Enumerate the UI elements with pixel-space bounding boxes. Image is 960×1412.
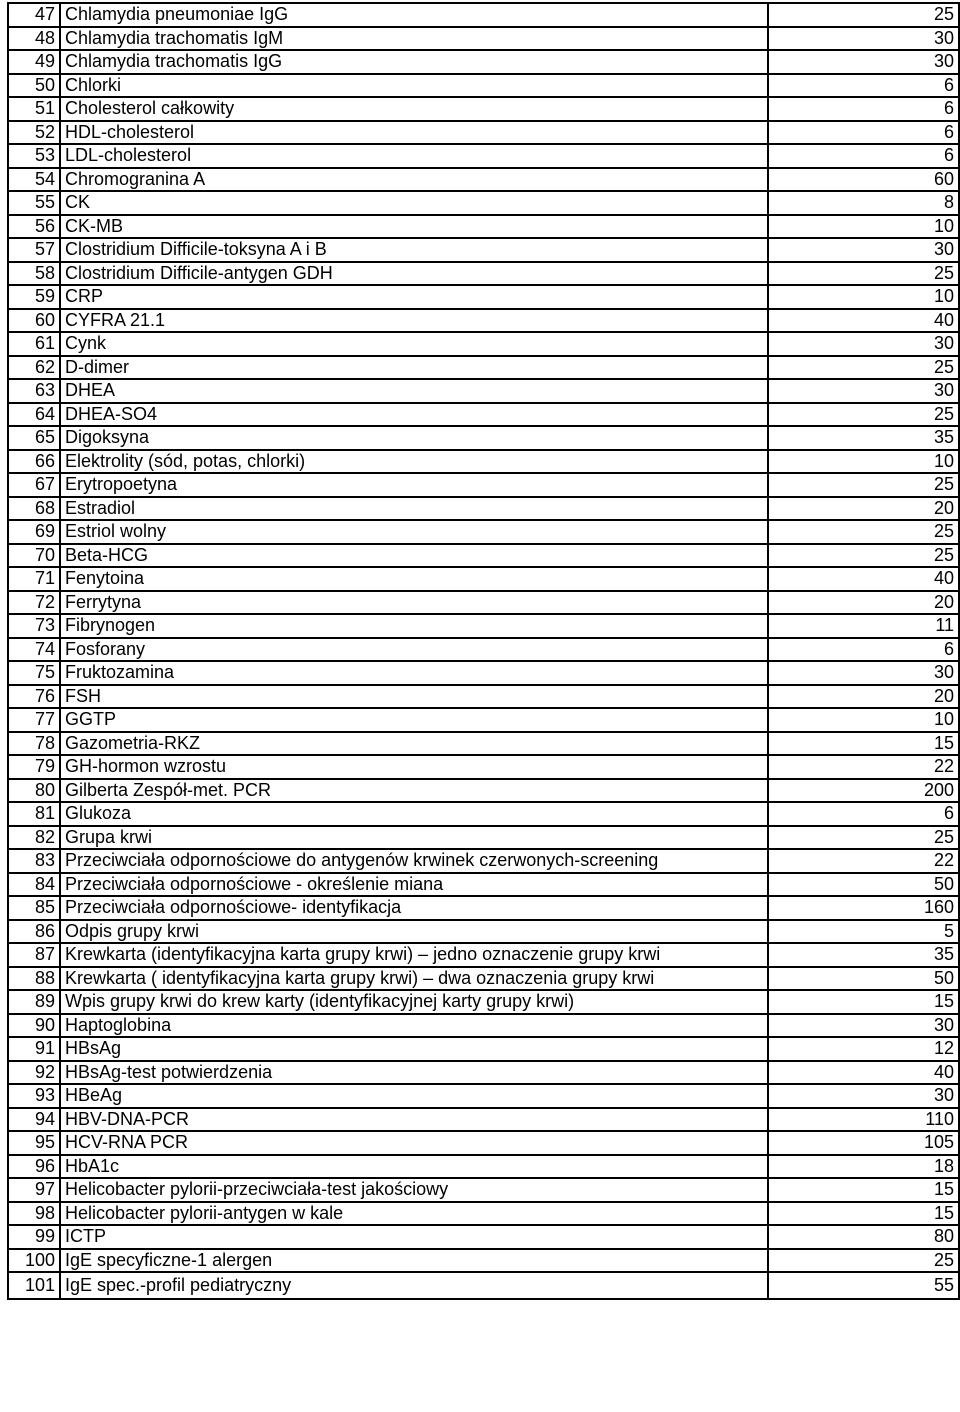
table-row <box>8 520 959 544</box>
test-name: Odpis grupy krwi <box>60 920 768 944</box>
test-price: 35 <box>768 426 959 450</box>
test-name: Chromogranina A <box>60 168 768 192</box>
row-number: 88 <box>8 967 60 991</box>
test-price: 6 <box>768 144 959 168</box>
test-price: 35 <box>768 943 959 967</box>
test-name: HCV-RNA PCR <box>60 1131 768 1155</box>
test-price: 22 <box>768 755 959 779</box>
test-price: 25 <box>768 473 959 497</box>
table-row <box>8 1061 959 1085</box>
table-row <box>8 285 959 309</box>
test-name: Helicobacter pylorii-antygen w kale <box>60 1202 768 1226</box>
table-row <box>8 943 959 967</box>
test-name: GGTP <box>60 708 768 732</box>
table-row <box>8 661 959 685</box>
table-row <box>8 497 959 521</box>
test-price: 30 <box>768 379 959 403</box>
test-name: Fruktozamina <box>60 661 768 685</box>
test-name: LDL-cholesterol <box>60 144 768 168</box>
test-name: HBeAg <box>60 1084 768 1108</box>
test-price: 60 <box>768 168 959 192</box>
table-row <box>8 1037 959 1061</box>
row-number: 50 <box>8 74 60 98</box>
table-row <box>8 732 959 756</box>
test-name: Gazometria-RKZ <box>60 732 768 756</box>
test-price: 15 <box>768 1178 959 1202</box>
test-price: 20 <box>768 685 959 709</box>
test-price: 25 <box>768 520 959 544</box>
row-number: 64 <box>8 403 60 427</box>
row-number: 52 <box>8 121 60 145</box>
table-row <box>8 1108 959 1132</box>
test-price: 6 <box>768 121 959 145</box>
table-row <box>8 332 959 356</box>
table-row <box>8 685 959 709</box>
table-row <box>8 191 959 215</box>
table-row <box>8 473 959 497</box>
test-price: 25 <box>768 826 959 850</box>
test-price: 25 <box>768 544 959 568</box>
test-price: 25 <box>768 356 959 380</box>
table-row <box>8 450 959 474</box>
table-row <box>8 215 959 239</box>
row-number: 90 <box>8 1014 60 1038</box>
test-price: 30 <box>768 50 959 74</box>
test-price: 10 <box>768 450 959 474</box>
test-price: 50 <box>768 873 959 897</box>
test-name: Chlamydia pneumoniae IgG <box>60 3 768 27</box>
row-number: 59 <box>8 285 60 309</box>
test-price: 10 <box>768 285 959 309</box>
table-row <box>8 403 959 427</box>
test-name: Cynk <box>60 332 768 356</box>
test-price: 25 <box>768 1249 959 1273</box>
test-name: Przeciwciała odpornościowe do antygenów krwinek czerwonych-screening <box>60 849 768 873</box>
test-name: Glukoza <box>60 802 768 826</box>
table-row <box>8 379 959 403</box>
test-name: Cholesterol całkowity <box>60 97 768 121</box>
test-price: 20 <box>768 591 959 615</box>
row-number: 62 <box>8 356 60 380</box>
test-name: D-dimer <box>60 356 768 380</box>
test-price: 6 <box>768 638 959 662</box>
test-price: 15 <box>768 990 959 1014</box>
test-name: HBsAg-test potwierdzenia <box>60 1061 768 1085</box>
test-price: 15 <box>768 732 959 756</box>
test-name: Fenytoina <box>60 567 768 591</box>
row-number: 98 <box>8 1202 60 1226</box>
row-number: 49 <box>8 50 60 74</box>
row-number: 82 <box>8 826 60 850</box>
test-name: Fibrynogen <box>60 614 768 638</box>
row-number: 95 <box>8 1131 60 1155</box>
row-number: 92 <box>8 1061 60 1085</box>
test-price: 25 <box>768 403 959 427</box>
row-number: 76 <box>8 685 60 709</box>
test-name: Grupa krwi <box>60 826 768 850</box>
test-price: 25 <box>768 3 959 27</box>
row-number: 73 <box>8 614 60 638</box>
row-number: 97 <box>8 1178 60 1202</box>
test-price: 105 <box>768 1131 959 1155</box>
test-price: 10 <box>768 215 959 239</box>
test-name: Haptoglobina <box>60 1014 768 1038</box>
table-row <box>8 238 959 262</box>
row-number: 60 <box>8 309 60 333</box>
row-number: 100 <box>8 1249 60 1273</box>
test-price: 11 <box>768 614 959 638</box>
test-name: HDL-cholesterol <box>60 121 768 145</box>
row-number: 61 <box>8 332 60 356</box>
test-name: Fosforany <box>60 638 768 662</box>
row-number: 54 <box>8 168 60 192</box>
table-row <box>8 708 959 732</box>
row-number: 93 <box>8 1084 60 1108</box>
test-price: 200 <box>768 779 959 803</box>
row-number: 66 <box>8 450 60 474</box>
test-price: 30 <box>768 1014 959 1038</box>
row-number: 85 <box>8 896 60 920</box>
test-name: HBV-DNA-PCR <box>60 1108 768 1132</box>
table-row <box>8 121 959 145</box>
row-number: 86 <box>8 920 60 944</box>
test-price: 15 <box>768 1202 959 1226</box>
test-price: 30 <box>768 661 959 685</box>
test-name: Ferrytyna <box>60 591 768 615</box>
table-row <box>8 638 959 662</box>
table-row <box>8 1272 959 1299</box>
test-price: 20 <box>768 497 959 521</box>
test-name: CK <box>60 191 768 215</box>
test-name: Erytropoetyna <box>60 473 768 497</box>
table-row <box>8 1225 959 1249</box>
row-number: 69 <box>8 520 60 544</box>
row-number: 57 <box>8 238 60 262</box>
test-price: 22 <box>768 849 959 873</box>
row-number: 87 <box>8 943 60 967</box>
row-number: 58 <box>8 262 60 286</box>
test-price: 50 <box>768 967 959 991</box>
table-row <box>8 779 959 803</box>
row-number: 99 <box>8 1225 60 1249</box>
test-price: 30 <box>768 1084 959 1108</box>
test-price: 30 <box>768 238 959 262</box>
row-number: 47 <box>8 3 60 27</box>
row-number: 71 <box>8 567 60 591</box>
test-price: 80 <box>768 1225 959 1249</box>
test-name: HBsAg <box>60 1037 768 1061</box>
test-price: 5 <box>768 920 959 944</box>
row-number: 67 <box>8 473 60 497</box>
row-number: 77 <box>8 708 60 732</box>
test-name: Krewkarta (identyfikacyjna karta grupy krwi) – jedno oznaczenie grupy krwi <box>60 943 768 967</box>
test-name: CK-MB <box>60 215 768 239</box>
test-name: Gilberta Zespół-met. PCR <box>60 779 768 803</box>
test-name: Digoksyna <box>60 426 768 450</box>
table-row <box>8 1178 959 1202</box>
table-row <box>8 873 959 897</box>
test-price: 40 <box>768 1061 959 1085</box>
table-row <box>8 826 959 850</box>
row-number: 79 <box>8 755 60 779</box>
table-row <box>8 1249 959 1273</box>
table-body <box>8 3 959 1299</box>
test-price: 6 <box>768 97 959 121</box>
test-name: IgE specyficzne-1 alergen <box>60 1249 768 1273</box>
table-row <box>8 144 959 168</box>
test-name: Clostridium Difficile-antygen GDH <box>60 262 768 286</box>
test-price: 25 <box>768 262 959 286</box>
test-price: 55 <box>768 1272 959 1299</box>
row-number: 101 <box>8 1272 60 1299</box>
test-price: 30 <box>768 332 959 356</box>
table-row <box>8 802 959 826</box>
test-price: 12 <box>768 1037 959 1061</box>
test-name: CRP <box>60 285 768 309</box>
table-row <box>8 1084 959 1108</box>
test-name: ICTP <box>60 1225 768 1249</box>
test-name: Przeciwciała odpornościowe - określenie miana <box>60 873 768 897</box>
row-number: 65 <box>8 426 60 450</box>
test-name: Clostridium Difficile-toksyna A i B <box>60 238 768 262</box>
price-list-table <box>7 2 960 1300</box>
test-name: Chlamydia trachomatis IgG <box>60 50 768 74</box>
row-number: 75 <box>8 661 60 685</box>
table-row <box>8 1155 959 1179</box>
test-price: 30 <box>768 27 959 51</box>
row-number: 84 <box>8 873 60 897</box>
table-row <box>8 1014 959 1038</box>
test-name: HbA1c <box>60 1155 768 1179</box>
table-row <box>8 168 959 192</box>
test-name: Helicobacter pylorii-przeciwciała-test jakościowy <box>60 1178 768 1202</box>
test-price: 10 <box>768 708 959 732</box>
test-name: DHEA <box>60 379 768 403</box>
table-row <box>8 544 959 568</box>
row-number: 56 <box>8 215 60 239</box>
test-name: Elektrolity (sód, potas, chlorki) <box>60 450 768 474</box>
table-row <box>8 97 959 121</box>
test-name: FSH <box>60 685 768 709</box>
table-row <box>8 591 959 615</box>
test-price: 40 <box>768 309 959 333</box>
test-name: IgE spec.-profil pediatryczny <box>60 1272 768 1299</box>
row-number: 96 <box>8 1155 60 1179</box>
table-row <box>8 896 959 920</box>
row-number: 63 <box>8 379 60 403</box>
test-price: 40 <box>768 567 959 591</box>
table-row <box>8 1131 959 1155</box>
table-row <box>8 27 959 51</box>
test-price: 110 <box>768 1108 959 1132</box>
test-name: CYFRA 21.1 <box>60 309 768 333</box>
row-number: 91 <box>8 1037 60 1061</box>
table-row <box>8 3 959 27</box>
table-row <box>8 426 959 450</box>
table-row <box>8 967 959 991</box>
row-number: 72 <box>8 591 60 615</box>
test-price: 160 <box>768 896 959 920</box>
test-name: Estradiol <box>60 497 768 521</box>
table-row <box>8 262 959 286</box>
test-name: Beta-HCG <box>60 544 768 568</box>
table-row <box>8 1202 959 1226</box>
test-name: GH-hormon wzrostu <box>60 755 768 779</box>
table-row <box>8 990 959 1014</box>
test-name: Wpis grupy krwi do krew karty (identyfikacyjnej karty grupy krwi) <box>60 990 768 1014</box>
table-row <box>8 567 959 591</box>
row-number: 83 <box>8 849 60 873</box>
test-price: 6 <box>768 802 959 826</box>
row-number: 78 <box>8 732 60 756</box>
row-number: 80 <box>8 779 60 803</box>
row-number: 94 <box>8 1108 60 1132</box>
row-number: 51 <box>8 97 60 121</box>
test-price: 18 <box>768 1155 959 1179</box>
row-number: 81 <box>8 802 60 826</box>
test-name: Estriol wolny <box>60 520 768 544</box>
table-row <box>8 849 959 873</box>
table-row <box>8 309 959 333</box>
table-row <box>8 755 959 779</box>
row-number: 53 <box>8 144 60 168</box>
row-number: 89 <box>8 990 60 1014</box>
table-row <box>8 614 959 638</box>
test-name: Chlorki <box>60 74 768 98</box>
table-row <box>8 50 959 74</box>
test-name: Chlamydia trachomatis IgM <box>60 27 768 51</box>
row-number: 55 <box>8 191 60 215</box>
row-number: 48 <box>8 27 60 51</box>
table-row <box>8 356 959 380</box>
test-name: DHEA-SO4 <box>60 403 768 427</box>
test-price: 6 <box>768 74 959 98</box>
row-number: 74 <box>8 638 60 662</box>
test-price: 8 <box>768 191 959 215</box>
test-name: Krewkarta ( identyfikacyjna karta grupy krwi) – dwa oznaczenia grupy krwi <box>60 967 768 991</box>
table-row <box>8 74 959 98</box>
test-name: Przeciwciała odpornościowe- identyfikacja <box>60 896 768 920</box>
row-number: 68 <box>8 497 60 521</box>
table-row <box>8 920 959 944</box>
row-number: 70 <box>8 544 60 568</box>
